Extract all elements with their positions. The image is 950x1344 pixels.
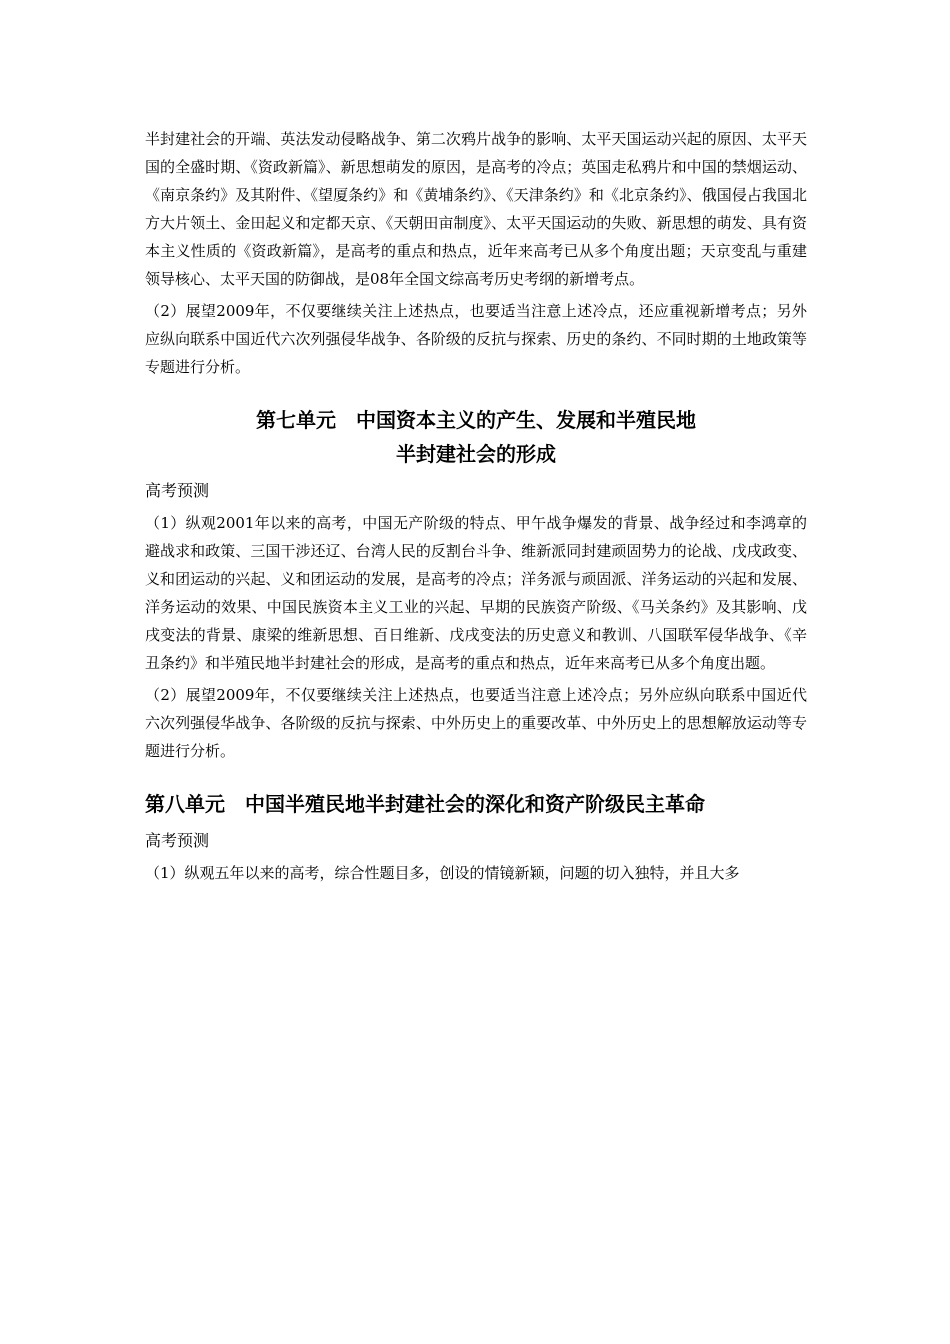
intro-outlook-paragraph: （2）展望2009年，不仅要继续关注上述热点，也要适当注意上述冷点，还应重视新增考点；另外应纵向联系中国近代六次列强侵华战争、各阶级的反抗与探索、历史的条约、不同时期的土地政策等专题进行分析。	[145, 302, 807, 376]
unit8-title: 第八单元 中国半殖民地半封建社会的深化和资产阶级民主革命	[145, 792, 705, 816]
unit8-paragraph-1: （1）纵观五年以来的高考，综合性题目多，创设的情镜新颖，问题的切入独特，并且大多	[145, 864, 740, 882]
document-body	[145, 125, 807, 887]
unit7-subheading: 高考预测	[145, 481, 210, 500]
unit7-title-line2: 半封建社会的形成	[396, 442, 556, 466]
unit7-paragraph-2: （2）展望2009年，不仅要继续关注上述热点，也要适当注意上述冷点；另外应纵向联系中国近代六次列强侵华战争、各阶级的反抗与探索、中外历史上的重要改革、中外历史上的思想解放运动等专题进行分析。	[145, 686, 807, 760]
unit7-paragraph-1: （1）纵观2001年以来的高考，中国无产阶级的特点、甲午战争爆发的背景、战争经过和李鸿章的避战求和政策、三国干涉还辽、台湾人民的反割台斗争、维新派同封建顽固势力的论战、戊戌政变、义和团运动的兴起、义和团运动的发展，是高考的冷点；洋务派与顽固派、洋务运动的兴起和发展、洋务运动的效果、中国民族资本主义工业的兴起、早期的民族资产阶级、《马关条约》及其影响、戊戌变法的背景、康梁的维新思想、百日维新、戊戌变法的历史意义和教训、八国联军侵华战争、《辛丑条约》和半殖民地半封建社会的形成，是高考的重点和热点，近年来高考已从多个角度出题。	[145, 514, 807, 672]
intro-paragraph: 半封建社会的开端、英法发动侵略战争、第二次鸦片战争的影响、太平天国运动兴起的原因、太平天国的全盛时期、《资政新篇》、新思想萌发的原因，是高考的冷点；英国走私鸦片和中国的禁烟运动、《南京条约》及其附件、《望厦条约》和《黄埔条约》、《天津条约》和《北京条约》、俄国侵占我国北方大片领土、金田起义和定都天京、《天朝田亩制度》、太平天国运动的失败、新思想的萌发、具有资本主义性质的《资政新篇》，是高考的重点和热点，近年来高考已从多个角度出题；天京变乱与重建领导核心、太平天国的防御战，是08年全国文综高考历史考纲的新增考点。	[145, 130, 807, 288]
unit8-subheading: 高考预测	[145, 831, 210, 850]
unit7-title	[145, 403, 807, 471]
unit7-title-line1: 第七单元 中国资本主义的产生、发展和半殖民地	[256, 408, 696, 432]
